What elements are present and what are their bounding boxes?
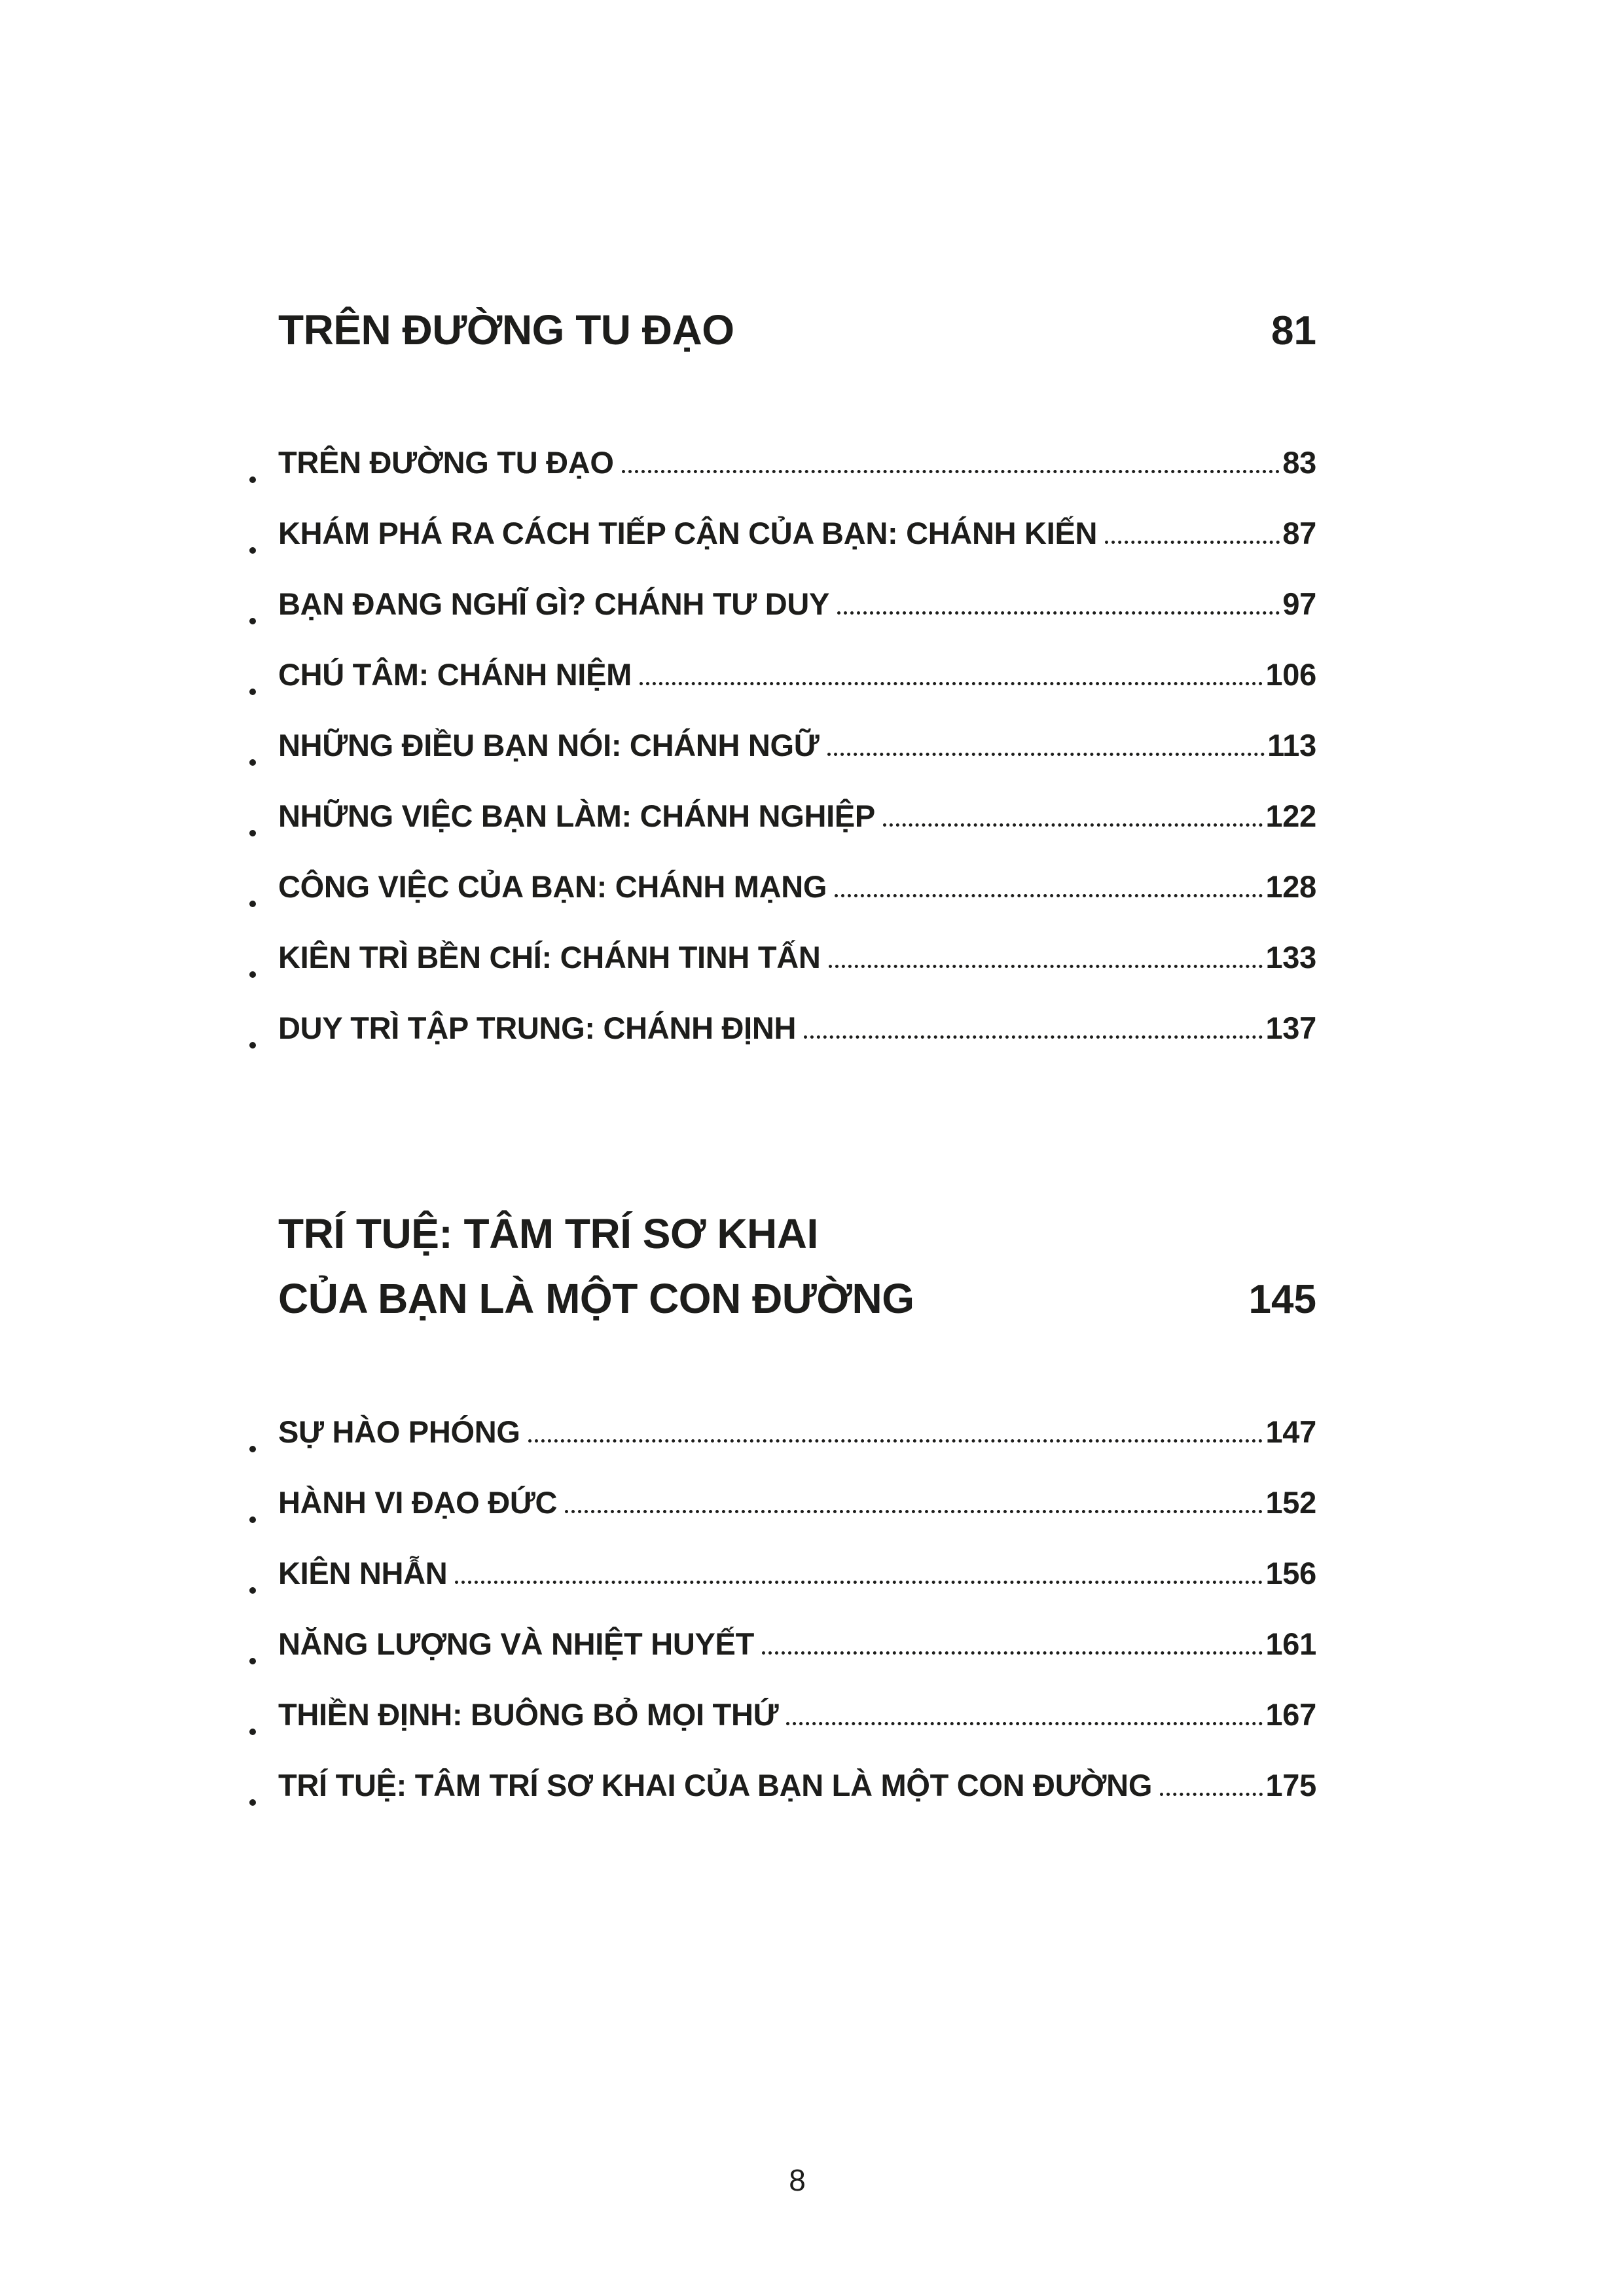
entry-page-number: 147: [1265, 1414, 1316, 1449]
bullet-icon: [249, 689, 256, 695]
toc-entry: [278, 1555, 1316, 1626]
section-heading: [278, 298, 1316, 363]
entry-page-number: 106: [1265, 657, 1316, 692]
section-heading: [278, 1202, 1316, 1331]
bullet-icon: [249, 1658, 256, 1664]
entry-page-number: 167: [1265, 1696, 1316, 1732]
toc-entry: [278, 869, 1316, 939]
toc-entry: [278, 939, 1316, 1010]
toc-content: [278, 298, 1316, 1838]
entry-title: TRÍ TUỆ: TÂM TRÍ SƠ KHAI CỦA BẠN LÀ MỘT CON ĐƯỜNG: [278, 1767, 1153, 1803]
section-page-number: 81: [1271, 308, 1316, 354]
entry-title: SỰ HÀO PHÓNG: [278, 1414, 520, 1449]
bullet-icon: [249, 971, 256, 978]
bullet-icon: [249, 1516, 256, 1523]
toc-entry: [278, 586, 1316, 656]
section-title: [278, 298, 734, 363]
entry-title: KIÊN NHẪN: [278, 1555, 448, 1590]
section-page-number: 145: [1248, 1277, 1316, 1323]
entry-page-number: 83: [1282, 445, 1316, 480]
dot-leader-icon: [837, 611, 1280, 615]
dot-leader-icon: [528, 1439, 1263, 1443]
toc-entries: [278, 444, 1316, 1081]
dot-leader-icon: [1105, 541, 1280, 544]
toc-section: [278, 298, 1316, 1081]
entry-page-number: 97: [1282, 586, 1316, 622]
bullet-icon: [249, 1587, 256, 1594]
bullet-icon: [249, 618, 256, 624]
toc-entry: [278, 1626, 1316, 1696]
entry-page-number: 113: [1267, 728, 1316, 763]
dot-leader-icon: [786, 1722, 1263, 1725]
bullet-icon: [249, 1042, 256, 1049]
toc-entries: [278, 1414, 1316, 1838]
toc-entry: [278, 1767, 1316, 1838]
entry-title: HÀNH VI ĐẠO ĐỨC: [278, 1484, 558, 1520]
entry-page-number: 122: [1265, 798, 1316, 834]
bullet-icon: [249, 547, 256, 554]
entry-title: BẠN ĐANG NGHĨ GÌ? CHÁNH TƯ DUY: [278, 586, 830, 622]
bullet-icon: [249, 901, 256, 907]
section-title-line: CỦA BẠN LÀ MỘT CON ĐƯỜNG: [278, 1275, 914, 1323]
dot-leader-icon: [1160, 1793, 1263, 1796]
dot-leader-icon: [804, 1035, 1263, 1039]
dot-leader-icon: [622, 470, 1280, 473]
bullet-icon: [249, 476, 256, 483]
section-title-line: TRÍ TUỆ: TÂM TRÍ SƠ KHAI: [278, 1210, 818, 1258]
entry-title: NHỮNG ĐIỀU BẠN NÓI: CHÁNH NGỮ: [278, 728, 820, 763]
entry-title: DUY TRÌ TẬP TRUNG: CHÁNH ĐỊNH: [278, 1011, 797, 1046]
dot-leader-icon: [835, 894, 1263, 897]
entry-title: KHÁM PHÁ RA CÁCH TIẾP CẬN CỦA BẠN: CHÁNH KIẾN: [278, 516, 1098, 551]
entry-title: NHỮNG VIỆC BẠN LÀM: CHÁNH NGHIỆP: [278, 798, 875, 834]
dot-leader-icon: [565, 1510, 1263, 1513]
dot-leader-icon: [827, 753, 1265, 756]
toc-entry: [278, 1010, 1316, 1081]
dot-leader-icon: [883, 823, 1263, 827]
entry-page-number: 152: [1265, 1484, 1316, 1520]
bullet-icon: [249, 830, 256, 836]
toc-entry: [278, 798, 1316, 869]
page-footer: [278, 2162, 1316, 2198]
toc-entry: [278, 444, 1316, 515]
toc-entry: [278, 1414, 1316, 1484]
entry-title: THIỀN ĐỊNH: BUÔNG BỎ MỌI THỨ: [278, 1696, 779, 1732]
entry-title: NĂNG LƯỢNG VÀ NHIỆT HUYẾT: [278, 1626, 754, 1661]
section-title: [278, 1202, 914, 1331]
entry-title: KIÊN TRÌ BỀN CHÍ: CHÁNH TINH TẤN: [278, 940, 821, 975]
toc-section: [278, 1202, 1316, 1837]
entry-page-number: 156: [1265, 1555, 1316, 1590]
toc-entry: [278, 727, 1316, 798]
dot-leader-icon: [640, 682, 1263, 685]
entry-page-number: 128: [1265, 869, 1316, 905]
bullet-icon: [249, 1446, 256, 1452]
bullet-icon: [249, 759, 256, 766]
dot-leader-icon: [762, 1651, 1263, 1655]
dot-leader-icon: [455, 1581, 1263, 1584]
footer-page-number: 8: [789, 2163, 806, 2197]
entry-page-number: 175: [1265, 1767, 1316, 1803]
dot-leader-icon: [829, 965, 1263, 968]
entry-title: CÔNG VIỆC CỦA BẠN: CHÁNH MẠNG: [278, 869, 827, 905]
entry-page-number: 87: [1282, 516, 1316, 551]
toc-entry: [278, 1484, 1316, 1555]
entry-title: CHÚ TÂM: CHÁNH NIỆM: [278, 657, 632, 692]
entry-page-number: 137: [1265, 1011, 1316, 1046]
bullet-icon: [249, 1729, 256, 1735]
section-title-line: TRÊN ĐƯỜNG TU ĐẠO: [278, 306, 734, 353]
toc-entry: [278, 515, 1316, 586]
bullet-icon: [249, 1799, 256, 1806]
entry-page-number: 161: [1265, 1626, 1316, 1661]
toc-entry: [278, 656, 1316, 727]
toc-entry: [278, 1696, 1316, 1767]
entry-title: TRÊN ĐƯỜNG TU ĐẠO: [278, 445, 614, 480]
entry-page-number: 133: [1265, 940, 1316, 975]
